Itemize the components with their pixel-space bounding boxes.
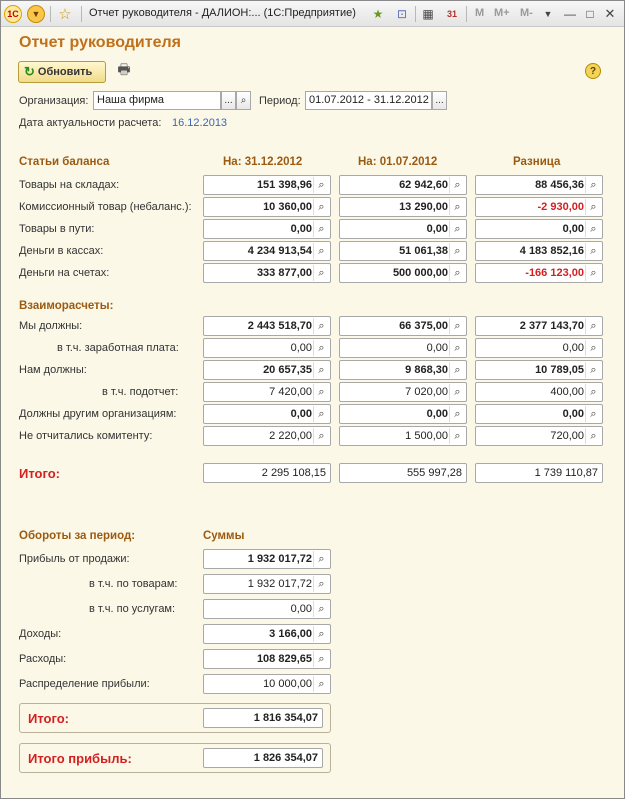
difference-value: 720,00 <box>550 430 584 442</box>
difference-value: -166 123,00 <box>525 267 584 279</box>
start-balance-value: 0,00 <box>426 223 448 235</box>
more-chevron-icon[interactable]: ▼ <box>543 9 553 19</box>
col-header-end: На: 31.12.2012 <box>223 156 303 168</box>
start-balance-field[interactable] <box>339 241 467 261</box>
magnifier-icon[interactable]: ⌕ <box>449 318 465 334</box>
end-balance-field[interactable] <box>203 404 331 424</box>
period-label: Период: <box>259 95 301 107</box>
end-balance-field[interactable] <box>203 175 331 195</box>
start-balance-field[interactable] <box>339 404 467 424</box>
magnifier-icon[interactable]: ⌕ <box>585 177 601 193</box>
start-balance-value: 66 375,00 <box>399 320 448 332</box>
row-label: Нам должны: <box>19 364 87 376</box>
difference-value: 0,00 <box>562 223 584 235</box>
turnover-amount-value: 10 000,00 <box>263 678 312 690</box>
magnifier-icon[interactable]: ⌕ <box>585 340 601 356</box>
period-field[interactable]: 01.07.2012 - 31.12.2012 <box>305 91 432 110</box>
end-balance-value: 7 420,00 <box>269 386 312 398</box>
magnifier-icon[interactable]: ⌕ <box>449 362 465 378</box>
end-balance-value: 151 398,96 <box>256 179 312 191</box>
total-label: Итого: <box>19 466 60 481</box>
magnifier-icon[interactable]: ⌕ <box>585 199 601 215</box>
row-label: Не отчитались комитенту: <box>19 430 153 442</box>
magnifier-icon[interactable]: ⌕ <box>585 406 601 422</box>
row-label: Деньги на счетах: <box>19 267 110 279</box>
refresh-label: Обновить <box>37 66 93 78</box>
total-end-field <box>203 463 331 483</box>
magnifier-icon[interactable]: ⌕ <box>449 221 465 237</box>
turnover-row-label: Расходы: <box>19 653 67 665</box>
start-balance-field[interactable] <box>339 382 467 402</box>
col-header-diff: Разница <box>513 156 561 168</box>
help-icon[interactable]: ? <box>585 63 601 79</box>
minimize-icon[interactable]: — <box>564 7 576 21</box>
end-balance-field[interactable] <box>203 219 331 239</box>
separator <box>415 6 416 22</box>
turnover-row-label: в т.ч. по услугам: <box>89 603 176 615</box>
difference-field[interactable] <box>475 338 603 358</box>
turnover-row-label: Распределение прибыли: <box>19 678 150 690</box>
start-balance-value: 1 500,00 <box>405 430 448 442</box>
difference-value: 88 456,36 <box>535 179 584 191</box>
turnover-amount-field[interactable] <box>203 624 331 644</box>
title-bar <box>1 1 624 27</box>
end-balance-value: 333 877,00 <box>256 267 312 279</box>
row-label: в т.ч. подотчет: <box>102 386 179 398</box>
start-balance-value: 62 942,60 <box>399 179 448 191</box>
calc-date-value[interactable]: 16.12.2013 <box>172 117 228 129</box>
magnifier-icon[interactable]: ⌕ <box>585 221 601 237</box>
period-select-button[interactable]: ... <box>432 91 447 110</box>
magnifier-icon[interactable]: ⌕ <box>449 243 465 259</box>
difference-value: 4 183 852,16 <box>519 245 584 257</box>
start-balance-field[interactable] <box>339 316 467 336</box>
magnifier-icon[interactable]: ⌕ <box>313 177 329 193</box>
turnover-amount-value: 1 932 017,72 <box>247 553 312 565</box>
end-balance-value: 0,00 <box>290 223 312 235</box>
turnover-row-label: Прибыль от продажи: <box>19 553 130 565</box>
end-balance-value: 0,00 <box>290 342 312 354</box>
start-balance-value: 0,00 <box>426 342 448 354</box>
magnifier-icon[interactable]: ⌕ <box>585 384 601 400</box>
end-balance-field[interactable] <box>203 197 331 217</box>
magnifier-icon[interactable]: ⌕ <box>313 676 329 692</box>
turnover-amount-value: 108 829,65 <box>256 653 312 665</box>
magnifier-icon[interactable]: ⌕ <box>313 340 329 356</box>
profit-total-value: 1 826 354,07 <box>253 752 318 764</box>
add-favorite-icon[interactable]: ★ <box>372 7 384 21</box>
settlements-header: Взаиморасчеты: <box>19 300 114 312</box>
print-icon[interactable]: 🖶 <box>117 61 131 77</box>
magnifier-icon[interactable]: ⌕ <box>313 626 329 642</box>
turnover-amount-field[interactable] <box>203 649 331 669</box>
turnover-col-header: Суммы <box>203 530 245 542</box>
end-balance-field[interactable] <box>203 316 331 336</box>
memory-button[interactable]: M <box>475 7 485 19</box>
calendar-icon[interactable]: 31 <box>446 9 457 19</box>
turnover-amount-field[interactable] <box>203 549 331 569</box>
start-balance-value: 500 000,00 <box>392 267 448 279</box>
refresh-button[interactable] <box>18 61 106 83</box>
magnifier-icon[interactable]: ⌕ <box>313 362 329 378</box>
end-balance-value: 2 443 518,70 <box>247 320 312 332</box>
difference-field[interactable] <box>475 360 603 380</box>
difference-field[interactable] <box>475 316 603 336</box>
turnover-total-group <box>19 703 331 733</box>
difference-value: 0,00 <box>562 342 584 354</box>
difference-field[interactable] <box>475 263 603 283</box>
start-balance-value: 13 290,00 <box>399 201 448 213</box>
difference-field[interactable] <box>475 426 603 446</box>
calculator-icon[interactable]: ▦ <box>422 7 434 21</box>
row-label: Деньги в кассах: <box>19 245 104 257</box>
organization-search-icon[interactable]: ⌕ <box>236 91 251 110</box>
end-balance-field[interactable] <box>203 426 331 446</box>
magnifier-icon[interactable]: ⌕ <box>313 551 329 567</box>
profit-total-field <box>203 748 323 768</box>
end-balance-field[interactable] <box>203 241 331 261</box>
difference-field[interactable] <box>475 197 603 217</box>
magnifier-icon[interactable]: ⌕ <box>449 384 465 400</box>
magnifier-icon[interactable]: ⌕ <box>313 199 329 215</box>
start-balance-field[interactable] <box>339 360 467 380</box>
total-start-field <box>339 463 467 483</box>
difference-value: 400,00 <box>550 386 584 398</box>
start-balance-field[interactable] <box>339 197 467 217</box>
end-balance-field[interactable] <box>203 360 331 380</box>
end-balance-value: 4 234 913,54 <box>247 245 312 257</box>
magnifier-icon[interactable]: ⌕ <box>449 199 465 215</box>
start-balance-field[interactable] <box>339 263 467 283</box>
organization-select-button[interactable]: ... <box>221 91 236 110</box>
magnifier-icon[interactable]: ⌕ <box>313 576 329 592</box>
organization-field[interactable]: Наша фирма <box>93 91 221 110</box>
separator <box>81 6 82 22</box>
turnover-total-value: 1 816 354,07 <box>253 712 318 724</box>
start-balance-field[interactable] <box>339 219 467 239</box>
memory-plus-button[interactable]: M+ <box>494 7 510 19</box>
end-balance-value: 0,00 <box>290 408 312 420</box>
turnover-total-label: Итого: <box>28 711 69 726</box>
end-balance-field[interactable] <box>203 382 331 402</box>
end-balance-value: 2 220,00 <box>269 430 312 442</box>
row-label: Мы должны: <box>19 320 83 332</box>
maximize-icon[interactable]: □ <box>586 7 594 21</box>
total-diff-field <box>475 463 603 483</box>
total-end-value: 2 295 108,15 <box>261 467 326 479</box>
row-label: в т.ч. заработная плата: <box>57 342 179 354</box>
difference-value: -2 930,00 <box>537 201 584 213</box>
difference-field[interactable] <box>475 175 603 195</box>
difference-field[interactable] <box>475 241 603 261</box>
magnifier-icon[interactable]: ⌕ <box>313 243 329 259</box>
row-label: Должны другим организациям: <box>19 408 177 420</box>
end-balance-value: 10 360,00 <box>263 201 312 213</box>
difference-field[interactable] <box>475 219 603 239</box>
favorite-star-icon[interactable]: ☆ <box>58 6 72 23</box>
page-title: Отчет руководителя <box>19 34 181 51</box>
magnifier-icon[interactable]: ⌕ <box>585 243 601 259</box>
magnifier-icon[interactable]: ⌕ <box>449 406 465 422</box>
magnifier-icon[interactable]: ⌕ <box>449 265 465 281</box>
turnover-row-label: в т.ч. по товарам: <box>89 578 178 590</box>
turnover-header: Обороты за период: <box>19 530 136 542</box>
turnover-amount-value: 0,00 <box>290 603 312 615</box>
difference-field[interactable] <box>475 404 603 424</box>
start-balance-value: 0,00 <box>426 408 448 420</box>
difference-field[interactable] <box>475 382 603 402</box>
magnifier-icon[interactable]: ⌕ <box>585 265 601 281</box>
close-icon[interactable]: ✕ <box>604 6 616 21</box>
memory-minus-button[interactable]: M- <box>520 7 533 19</box>
start-balance-value: 9 868,30 <box>405 364 448 376</box>
magnifier-icon[interactable]: ⌕ <box>313 651 329 667</box>
profit-total-label: Итого прибыль: <box>28 751 132 766</box>
magnifier-icon[interactable]: ⌕ <box>449 428 465 444</box>
separator <box>466 6 467 22</box>
start-balance-field[interactable] <box>339 426 467 446</box>
total-diff-value: 1 739 110,87 <box>534 467 598 479</box>
row-label: Товары в пути: <box>19 223 95 235</box>
difference-value: 0,00 <box>562 408 584 420</box>
organization-label: Организация: <box>19 95 89 107</box>
calc-date-label: Дата актуальности расчета: <box>19 117 162 129</box>
start-balance-value: 7 020,00 <box>405 386 448 398</box>
total-start-value: 555 997,28 <box>406 467 462 479</box>
difference-value: 2 377 143,70 <box>519 320 584 332</box>
refresh-icon: ↻ <box>24 64 35 79</box>
turnover-amount-value: 1 932 017,72 <box>247 578 312 590</box>
magnifier-icon[interactable]: ⌕ <box>313 221 329 237</box>
separator <box>50 6 51 22</box>
balance-header: Статьи баланса <box>19 156 110 168</box>
turnover-amount-field[interactable] <box>203 574 331 594</box>
magnifier-icon[interactable]: ⌕ <box>313 384 329 400</box>
app-logo-icon[interactable]: 1С <box>4 5 22 23</box>
col-header-start: На: 01.07.2012 <box>358 156 438 168</box>
magnifier-icon[interactable]: ⌕ <box>585 428 601 444</box>
magnifier-icon[interactable]: ⌕ <box>313 318 329 334</box>
turnover-amount-value: 3 166,00 <box>269 628 312 640</box>
end-balance-field[interactable] <box>203 263 331 283</box>
magnifier-icon[interactable]: ⌕ <box>313 406 329 422</box>
turnover-amount-field[interactable] <box>203 599 331 619</box>
magnifier-icon[interactable]: ⌕ <box>313 601 329 617</box>
magnifier-icon[interactable]: ⌕ <box>313 428 329 444</box>
turnover-amount-field[interactable] <box>203 674 331 694</box>
row-label: Товары на складах: <box>19 179 120 191</box>
start-balance-value: 51 061,38 <box>399 245 448 257</box>
end-balance-value: 20 657,35 <box>263 364 312 376</box>
magnifier-icon[interactable]: ⌕ <box>585 318 601 334</box>
turnover-row-label: Доходы: <box>19 628 62 640</box>
row-label: Комиссионный товар (небаланс.): <box>19 201 192 213</box>
magnifier-icon[interactable]: ⌕ <box>449 340 465 356</box>
bookmark-icon[interactable]: ⊡ <box>396 7 408 21</box>
magnifier-icon[interactable]: ⌕ <box>449 177 465 193</box>
end-balance-field[interactable] <box>203 338 331 358</box>
magnifier-icon[interactable]: ⌕ <box>313 265 329 281</box>
turnover-total-field <box>203 708 323 728</box>
difference-value: 10 789,05 <box>535 364 584 376</box>
magnifier-icon[interactable]: ⌕ <box>585 362 601 378</box>
profit-total-group <box>19 743 331 773</box>
start-balance-field[interactable] <box>339 175 467 195</box>
main-menu-icon[interactable]: ▼ <box>27 5 45 23</box>
start-balance-field[interactable] <box>339 338 467 358</box>
window-title: Отчет руководителя - ДАЛИОН:... (1С:Предприятие) <box>89 7 356 19</box>
